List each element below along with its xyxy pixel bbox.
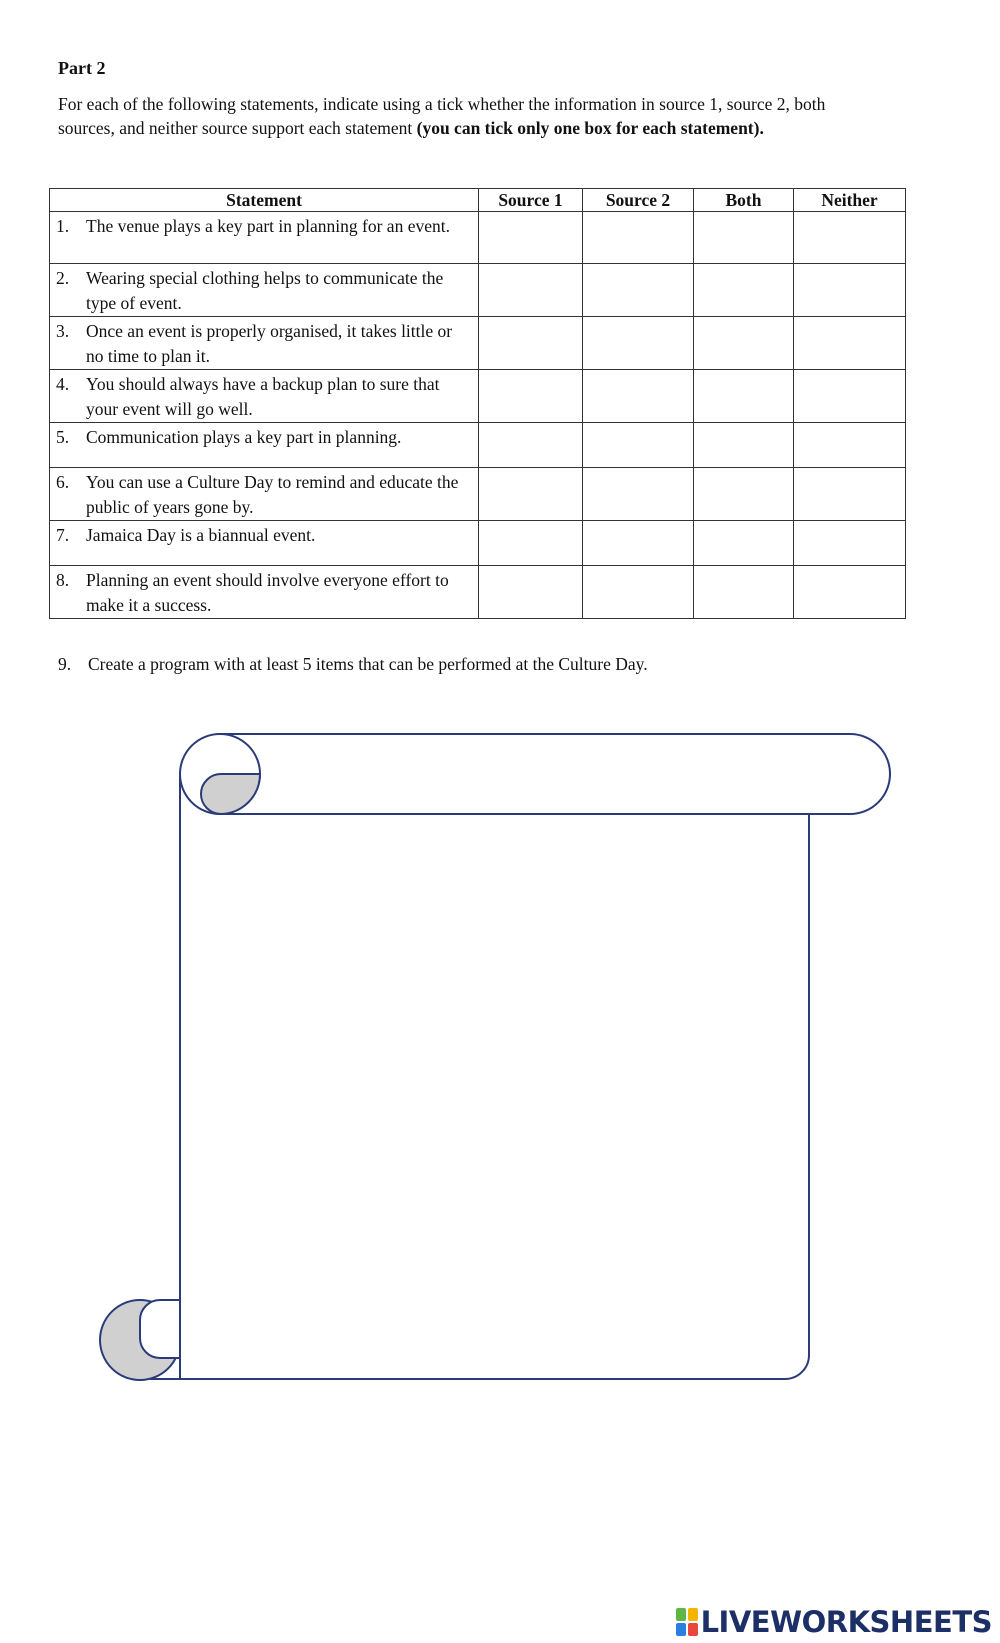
header-neither: Neither (794, 189, 906, 212)
liveworksheets-logo (676, 1605, 992, 1639)
header-source-2: Source 2 (583, 189, 694, 212)
statement-text: Jamaica Day is a biannual event. (86, 525, 316, 545)
liveworksheets-text: LIVEWORKSHEETS (700, 1605, 992, 1639)
question-9-text: Create a program with at least 5 items that can be performed at the Culture Day. (88, 654, 648, 674)
header-both: Both (694, 189, 794, 212)
scroll-bottom-curl-inner (140, 1300, 180, 1358)
statement-text: Planning an event should involve everyone effort to make it a success. (86, 570, 449, 615)
statement-number: 6. (56, 472, 70, 492)
statement-text: Communication plays a key part in planning. (86, 427, 402, 447)
statement-text: You should always have a backup plan to sure that your event will go well. (86, 374, 440, 419)
liveworksheets-icon (676, 1608, 698, 1636)
instructions-bold: (you can tick only one box for each statement). (416, 118, 764, 138)
header-source-1: Source 1 (479, 189, 583, 212)
statement-text: Wearing special clothing helps to communicate the type of event. (86, 268, 444, 313)
statement-text: The venue plays a key part in planning for an event. (86, 216, 450, 236)
scroll-top-curl-fill (201, 774, 260, 814)
statement-number: 5. (56, 427, 70, 447)
scroll-outline (150, 734, 890, 1379)
statement-number: 2. (56, 268, 70, 288)
question-9-number: 9. (58, 654, 72, 674)
statement-number: 8. (56, 570, 70, 590)
instructions-text: For each of the following statements, indicate using a tick whether the information in source 1, source 2, both sources, and neither source support each statement (58, 94, 826, 138)
part-title: Part 2 (58, 58, 106, 78)
statement-text: Once an event is properly organised, it takes little or no time to plan it. (86, 321, 453, 366)
header-statement: Statement (50, 189, 479, 212)
statement-number: 3. (56, 321, 70, 341)
statement-number: 7. (56, 525, 70, 545)
statement-number: 4. (56, 374, 70, 394)
statement-text: You can use a Culture Day to remind and educate the public of years gone by. (86, 472, 459, 517)
statement-number: 1. (56, 216, 70, 236)
